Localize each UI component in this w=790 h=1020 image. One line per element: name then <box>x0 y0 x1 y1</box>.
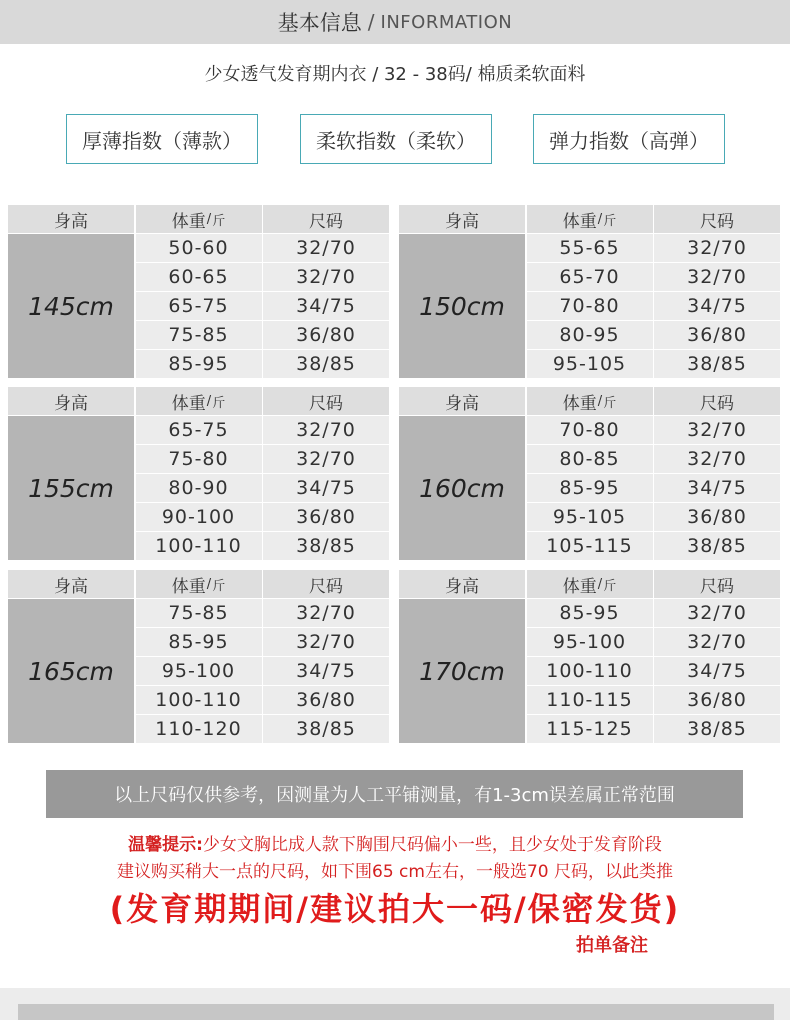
weight-cell: 70-80 <box>527 292 653 320</box>
height-header <box>8 387 134 415</box>
weight-cell: 95-105 <box>527 350 653 378</box>
weight-cell: 85-95 <box>527 474 653 502</box>
size-cell: 36/80 <box>654 686 780 714</box>
weight-cell: 65-75 <box>136 292 262 320</box>
thickness-index-badge: 厚薄指数（薄款） <box>66 114 258 164</box>
size-cell: 32/70 <box>654 416 780 444</box>
height-header <box>399 570 525 598</box>
weight-header <box>136 570 262 598</box>
weight-header <box>527 387 653 415</box>
size-header-label: 尺码 <box>309 576 343 597</box>
weight-unit: 斤 <box>603 578 617 594</box>
weight-cell: 75-85 <box>136 599 262 627</box>
weight-unit: 斤 <box>603 213 617 229</box>
height-header-label: 身高 <box>54 393 88 414</box>
weight-unit: 斤 <box>212 395 226 411</box>
height-value: 155cm <box>8 416 134 560</box>
size-table <box>399 570 780 743</box>
weight-cell: 75-80 <box>136 445 262 473</box>
weight-cell: 80-95 <box>527 321 653 349</box>
weight-unit-separator: / <box>597 211 603 227</box>
weight-header <box>527 570 653 598</box>
size-header-label: 尺码 <box>309 211 343 232</box>
weight-cell: 85-95 <box>136 628 262 656</box>
weight-header-label: 体重 <box>562 576 597 597</box>
height-value: 160cm <box>399 416 525 560</box>
weight-cell: 80-85 <box>527 445 653 473</box>
weight-header <box>136 205 262 233</box>
size-cell: 32/70 <box>263 445 389 473</box>
size-cell: 32/70 <box>263 263 389 291</box>
weight-header-label: 体重 <box>562 211 597 232</box>
weight-cell: 80-90 <box>136 474 262 502</box>
size-cell: 36/80 <box>654 503 780 531</box>
size-cell: 34/75 <box>654 292 780 320</box>
size-cell: 38/85 <box>263 532 389 560</box>
size-cell: 32/70 <box>263 599 389 627</box>
size-header-label: 尺码 <box>700 576 734 597</box>
size-cell: 32/70 <box>654 263 780 291</box>
size-cell: 36/80 <box>654 321 780 349</box>
weight-header <box>136 387 262 415</box>
size-cell: 32/70 <box>263 628 389 656</box>
size-cell: 34/75 <box>263 657 389 685</box>
size-table <box>8 570 389 743</box>
section-title-cn: 基本信息 <box>277 11 362 35</box>
size-header <box>654 387 780 415</box>
size-cell: 38/85 <box>263 350 389 378</box>
weight-cell: 75-85 <box>136 321 262 349</box>
weight-cell: 70-80 <box>527 416 653 444</box>
weight-header-label: 体重 <box>171 211 206 232</box>
order-remark: 拍单备注 <box>576 935 648 956</box>
size-cell: 38/85 <box>654 715 780 743</box>
weight-cell: 65-70 <box>527 263 653 291</box>
size-cell: 36/80 <box>263 321 389 349</box>
size-cell: 34/75 <box>654 657 780 685</box>
weight-cell: 100-110 <box>136 532 262 560</box>
height-header-label: 身高 <box>54 211 88 232</box>
tip-label: 温馨提示: <box>128 835 203 855</box>
height-header <box>399 205 525 233</box>
highlight-banner: (发育期期间/建议拍大一码/保密发货) <box>109 890 681 928</box>
weight-unit-separator: / <box>597 393 603 409</box>
height-header-label: 身高 <box>54 576 88 597</box>
tip-line-1 <box>0 830 790 855</box>
size-table <box>8 387 389 560</box>
height-header <box>399 387 525 415</box>
weight-unit-separator: / <box>206 576 212 592</box>
height-header-label: 身高 <box>445 211 479 232</box>
weight-cell: 115-125 <box>527 715 653 743</box>
size-header <box>263 570 389 598</box>
weight-cell: 105-115 <box>527 532 653 560</box>
size-cell: 32/70 <box>654 234 780 262</box>
size-cell: 36/80 <box>263 503 389 531</box>
size-cell: 34/75 <box>263 292 389 320</box>
size-cell: 32/70 <box>263 416 389 444</box>
size-table <box>399 387 780 560</box>
section-title-separator: / <box>367 10 375 34</box>
weight-cell: 100-110 <box>136 686 262 714</box>
size-header <box>654 570 780 598</box>
size-cell: 32/70 <box>654 599 780 627</box>
size-cell: 38/85 <box>263 715 389 743</box>
section-header <box>0 0 790 44</box>
size-cell: 32/70 <box>654 445 780 473</box>
section-title-en: INFORMATION <box>380 11 513 33</box>
weight-cell: 55-65 <box>527 234 653 262</box>
height-header-label: 身高 <box>445 576 479 597</box>
product-photo-preview <box>18 1004 774 1020</box>
weight-cell: 85-95 <box>136 350 262 378</box>
weight-cell: 90-100 <box>136 503 262 531</box>
weight-unit: 斤 <box>212 213 226 229</box>
weight-cell: 85-95 <box>527 599 653 627</box>
weight-unit-separator: / <box>206 211 212 227</box>
product-subtitle: 少女透气发育期内衣 / 32 - 38码/ 棉质柔软面料 <box>204 64 586 85</box>
weight-cell: 95-100 <box>527 628 653 656</box>
weight-unit-separator: / <box>597 576 603 592</box>
size-header-label: 尺码 <box>309 393 343 414</box>
weight-cell: 95-105 <box>527 503 653 531</box>
measurement-note: 以上尺码仅供参考，因测量为人工平铺测量，有1-3cm误差属正常范围 <box>46 770 743 818</box>
size-table <box>8 205 389 378</box>
weight-cell: 95-100 <box>136 657 262 685</box>
height-value: 145cm <box>8 234 134 378</box>
weight-header-label: 体重 <box>171 393 206 414</box>
size-cell: 34/75 <box>654 474 780 502</box>
tip-text-1: 少女文胸比成人款下胸围尺码偏小一些，且少女处于发育阶段 <box>202 835 662 855</box>
weight-header-label: 体重 <box>562 393 597 414</box>
weight-cell: 100-110 <box>527 657 653 685</box>
size-header-label: 尺码 <box>700 211 734 232</box>
softness-index-badge: 柔软指数（柔软） <box>300 114 492 164</box>
size-header <box>263 205 389 233</box>
size-table <box>399 205 780 378</box>
height-header <box>8 570 134 598</box>
weight-unit-separator: / <box>206 393 212 409</box>
size-header-label: 尺码 <box>700 393 734 414</box>
size-cell: 32/70 <box>654 628 780 656</box>
weight-cell: 65-75 <box>136 416 262 444</box>
height-header-label: 身高 <box>445 393 479 414</box>
size-header <box>654 205 780 233</box>
height-value: 150cm <box>399 234 525 378</box>
height-value: 170cm <box>399 599 525 743</box>
weight-unit: 斤 <box>603 395 617 411</box>
weight-cell: 110-115 <box>527 686 653 714</box>
size-cell: 34/75 <box>263 474 389 502</box>
size-cell: 36/80 <box>263 686 389 714</box>
weight-header <box>527 205 653 233</box>
height-header <box>8 205 134 233</box>
weight-header-label: 体重 <box>171 576 206 597</box>
size-cell: 38/85 <box>654 350 780 378</box>
height-value: 165cm <box>8 599 134 743</box>
size-cell: 38/85 <box>654 532 780 560</box>
weight-cell: 110-120 <box>136 715 262 743</box>
tip-line-2: 建议购买稍大一点的尺码，如下围65 cm左右，一般选70 尺码，以此类推 <box>117 862 673 882</box>
weight-cell: 60-65 <box>136 263 262 291</box>
elasticity-index-badge: 弹力指数（高弹） <box>533 114 725 164</box>
weight-cell: 50-60 <box>136 234 262 262</box>
weight-unit: 斤 <box>212 578 226 594</box>
size-cell: 32/70 <box>263 234 389 262</box>
size-header <box>263 387 389 415</box>
